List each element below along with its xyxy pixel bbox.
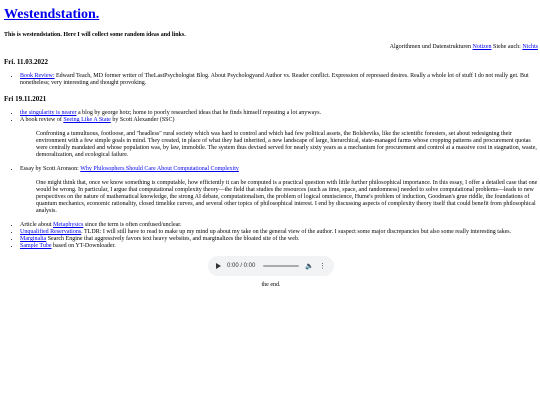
- audio-player[interactable]: [208, 256, 334, 276]
- list-item-text: since the term is often confused/unclear.: [83, 222, 182, 228]
- topnav-text-algorithms: Algorithmen und Datenstrukturen: [389, 44, 473, 50]
- sample-tube-link[interactable]: Sample Tube: [20, 243, 52, 249]
- seeing-like-a-state-link[interactable]: Seeing Like A State: [63, 117, 111, 123]
- list-item: [20, 229, 538, 236]
- nichts-link[interactable]: Nichts: [522, 44, 538, 50]
- page: [4, 6, 538, 288]
- list-item-text: . TLDR: I will still have to read to make up my mind up about my take on the general view of the author. I suspect some major discrepancies but also some really interesting takes.: [81, 229, 512, 235]
- singularity-link[interactable]: the singularity is nearer: [20, 110, 77, 116]
- notizen-link[interactable]: Notizen: [472, 44, 492, 50]
- tagline: This is westendstation. Here I will collect some random ideas and links.: [4, 32, 186, 38]
- audio-progress-track[interactable]: [263, 265, 299, 267]
- topnav-text-see-also: Siehe auch:: [491, 44, 523, 50]
- list-item: [20, 166, 538, 215]
- list-item-text: based on YT-Downloader.: [51, 243, 116, 249]
- entry-list-2021: [4, 110, 538, 250]
- top-navigation: [4, 44, 538, 50]
- site-title: [4, 6, 538, 24]
- list-item: [20, 222, 538, 229]
- list-item-text: Edward Teach, MD former writer of TheLastPsychologist Blog. About Psychologyand Author vs. Reader conflict. Expression of repressed desires. Really a whole lot of stuff I do not really get. But nonetheless; very interesting and thought provoking.: [20, 73, 529, 86]
- complexity-essay-link[interactable]: Why Philosophers Should Care About Computational Complexity: [80, 166, 239, 172]
- list-item-text: Search Engine that aggressively favors text heavy websites, and marginalizes the bloated site of the web.: [46, 236, 300, 242]
- list-item-text: A book review of: [20, 117, 64, 123]
- site-title-link[interactable]: Westendstation.: [4, 7, 100, 22]
- quote-complexity-essay: One might think that, once we know something is computable, how efficiently it can be computed is a practical question with little further philosophical importance. In this essay, I offer a detailed case that one would be wrong. In particular, I argue that computational complexity theory—the field that studies the resources (such as time, space, and randomness) needed to solve computational problems—leads to new perspectives on the nature of mathematical knowledge, the strong AI debate, computationalism, the problem of logical omniscience, Hume's problem of induction, Goodman's grue riddle, the foundations of quantum mechanics, economic rationality, closed timelike curves, and several other topics of philosophical interest. I end by discussing aspects of complexity theory itself that could benefit from philosophical analysis.: [36, 180, 538, 214]
- date-heading-2021: Fri 19.11.2021: [4, 95, 47, 103]
- audio-time: 0:00 / 0:00: [227, 263, 256, 269]
- play-icon[interactable]: [216, 263, 221, 269]
- date-heading-2022: Fri. 11.03.2022: [4, 58, 48, 66]
- more-vertical-icon[interactable]: ⋮: [319, 263, 326, 270]
- list-item: [20, 110, 538, 117]
- list-item: [20, 73, 538, 87]
- metaphysics-link[interactable]: Metaphysics: [53, 222, 84, 228]
- quote-seeing-like-a-state: Confronting a tumultuous, footloose, and "headless" rural society which was hard to control and which had few political assets, the Bolsheviks, like the scientific foresters, set about redesigning their environment with a few simple goals in mind. They created, in place of what they had inherited, a new landscape of large, hierarchical, state-managed farms whose cropping patterns and procurement quotas were centrally mandated and whose population was, by law, immobile. The system thus devised served for nearly sixty years as a mechanism for procurement and control at a massive cost in stagnation, waste, demoralization, and ecological failure.: [36, 131, 537, 158]
- unqualified-reservations-link[interactable]: Unqualified Reservations: [20, 229, 82, 235]
- book-review-link[interactable]: Book Review:: [20, 73, 55, 79]
- marginalia-link[interactable]: Marginalia: [20, 236, 47, 242]
- speaker-icon[interactable]: 🔈: [305, 263, 314, 270]
- footer-text: the end.: [261, 282, 281, 288]
- list-item-text: Article about: [20, 222, 53, 228]
- list-item: [20, 243, 538, 250]
- list-item: [20, 236, 538, 243]
- list-item-text: by Scott Alexander (SSC): [110, 117, 175, 123]
- list-item: [20, 117, 538, 159]
- list-item-text: Essay by Scott Aronson:: [20, 166, 81, 172]
- list-item-text: a blog by george hotz; home to poorly researched ideas that he finds himself repeating a lot anyways.: [76, 110, 322, 116]
- entry-list-2022: [4, 73, 538, 87]
